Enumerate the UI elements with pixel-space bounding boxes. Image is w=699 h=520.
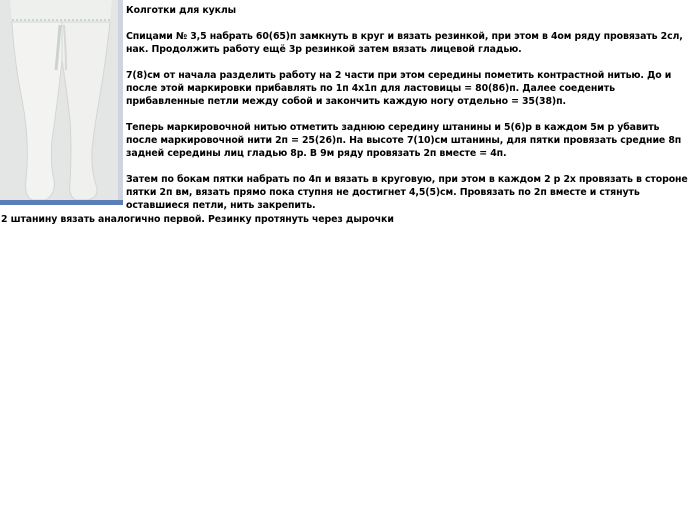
paragraph-gusset: 7(8)см от начала разделить работу на 2 части при этом середины пометить контрастной нитью. До и после этой маркировки прибавлять по 1п 4х1п для ластовицы = 80(86)п. Далее соеденить прибавленные петли между собой и закончить каждую ногу отдельно = 35(38)п. <box>126 70 672 107</box>
tights-photo <box>0 0 123 205</box>
knitted-tights-illustration <box>0 0 123 205</box>
paragraph-leg-decrease: Теперь маркировочной нитью отметить заднюю середину штанины и 5(6)р в каждом 5м р убавить после маркировочной нити 2п = 25(26)п. На высоте 7(10)см штанины, для пятки провязать средние 8п задней середины лиц гладью 8р. В 9м ряду провязать 2п вместе = 4п. <box>126 122 682 159</box>
pattern-instructions <box>126 0 692 225</box>
paragraph-second-leg: 2 штанину вязать аналогично первой. Резинку протянуть через дырочки <box>1 214 394 225</box>
pattern-title: Колготки для куклы <box>126 5 237 16</box>
paragraph-cast-on: Спицами № 3,5 набрать 60(65)п замкнуть в круг и вязать резинкой, при этом в 4ом ряду провязать 2сл, нак. Продолжить работу ещё 3р резинкой затем вязать лицевой гладью. <box>126 31 683 55</box>
paragraph-foot: Затем по бокам пятки набрать по 4п и вязать в круговую, при этом в каждом 2 р 2х провязать в стороне пятки 2п вм, вязать прямо пока ступня не достигнет 4,5(5)см. Провязать по 2п вместе и стянуть оставшиеся петли, нить закрепить. <box>126 174 688 211</box>
